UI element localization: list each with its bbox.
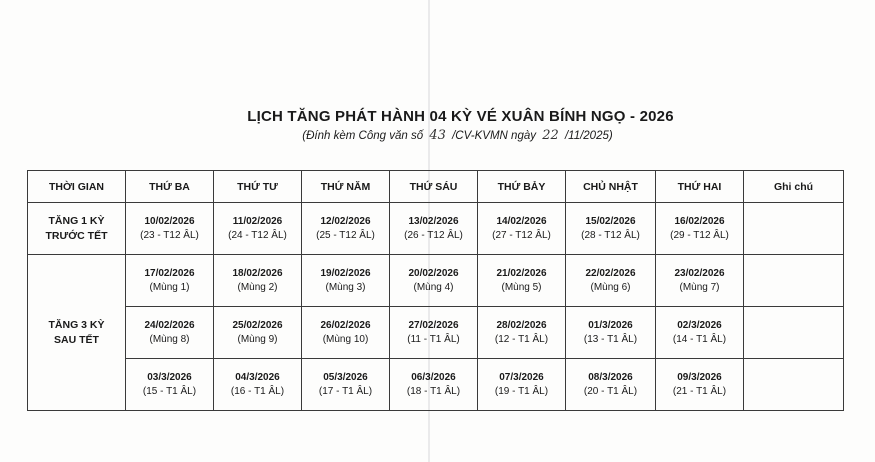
date-cell xyxy=(478,307,566,359)
solar-date: 17/02/2026 xyxy=(144,267,195,279)
solar-date: 09/3/2026 xyxy=(677,371,722,383)
solar-date: 14/02/2026 xyxy=(496,215,547,227)
lunar-date: (Mùng 9) xyxy=(237,333,278,345)
solar-date: 13/02/2026 xyxy=(408,215,459,227)
lunar-date: (29 - T12 ÂL) xyxy=(670,229,729,241)
column-header: THỨ TƯ xyxy=(214,171,302,203)
solar-date: 08/3/2026 xyxy=(588,371,633,383)
column-header: THỜI GIAN xyxy=(28,171,126,203)
date-cell xyxy=(390,359,478,411)
solar-date: 15/02/2026 xyxy=(585,215,636,227)
table-header-row xyxy=(28,171,844,203)
document-title: LỊCH TĂNG PHÁT HÀNH 04 KỲ VÉ XUÂN BÍNH NGỌ - 2026 xyxy=(247,108,674,125)
subtitle-middle: /CV-KVMN ngày xyxy=(452,130,536,142)
lunar-date: (12 - T1 ÂL) xyxy=(494,333,549,345)
date-cell xyxy=(302,255,390,307)
group-label-line: TĂNG 1 KỲ xyxy=(48,214,105,227)
column-header: THỨ SÁU xyxy=(390,171,478,203)
lunar-date: (23 - T12 ÂL) xyxy=(140,229,199,241)
solar-date: 18/02/2026 xyxy=(232,267,283,279)
date-cell xyxy=(566,255,656,307)
solar-date: 20/02/2026 xyxy=(408,267,459,279)
solar-date: 22/02/2026 xyxy=(585,267,636,279)
schedule-table xyxy=(27,170,844,411)
lunar-date: (20 - T1 ÂL) xyxy=(583,385,638,397)
date-cell xyxy=(126,203,214,255)
solar-date: 23/02/2026 xyxy=(674,267,725,279)
solar-date: 19/02/2026 xyxy=(320,267,371,279)
solar-date: 12/02/2026 xyxy=(320,215,371,227)
solar-date: 21/02/2026 xyxy=(496,267,547,279)
solar-date: 07/3/2026 xyxy=(499,371,544,383)
lunar-date: (Mùng 2) xyxy=(237,281,278,293)
solar-date: 04/3/2026 xyxy=(235,371,280,383)
date-cell xyxy=(302,359,390,411)
column-header: CHỦ NHẬT xyxy=(566,171,656,203)
lunar-date: (Mùng 4) xyxy=(413,281,454,293)
date-cell xyxy=(126,359,214,411)
solar-date: 27/02/2026 xyxy=(408,319,459,331)
column-header: THỨ NĂM xyxy=(302,171,390,203)
note-cell xyxy=(744,307,844,359)
lunar-date: (27 - T12 ÂL) xyxy=(492,229,551,241)
date-cell xyxy=(656,307,744,359)
date-cell xyxy=(390,255,478,307)
lunar-date: (14 - T1 ÂL) xyxy=(672,333,727,345)
solar-date: 03/3/2026 xyxy=(147,371,192,383)
lunar-date: (Mùng 8) xyxy=(149,333,190,345)
solar-date: 11/02/2026 xyxy=(232,215,283,227)
date-cell xyxy=(302,307,390,359)
document-header xyxy=(0,108,875,143)
solar-date: 24/02/2026 xyxy=(144,319,195,331)
table-row xyxy=(28,307,844,359)
date-cell xyxy=(478,255,566,307)
solar-date: 01/3/2026 xyxy=(588,319,633,331)
column-header: THỨ BA xyxy=(126,171,214,203)
lunar-date: (26 - T12 ÂL) xyxy=(404,229,463,241)
date-cell xyxy=(656,255,744,307)
date-cell xyxy=(656,359,744,411)
lunar-date: (19 - T1 ÂL) xyxy=(494,385,549,397)
solar-date: 26/02/2026 xyxy=(320,319,371,331)
note-cell xyxy=(744,203,844,255)
solar-date: 16/02/2026 xyxy=(674,215,725,227)
date-cell xyxy=(214,307,302,359)
lunar-date: (21 - T1 ÂL) xyxy=(672,385,727,397)
date-cell xyxy=(566,359,656,411)
solar-date: 25/02/2026 xyxy=(232,319,283,331)
column-header: THỨ BẢY xyxy=(478,171,566,203)
solar-date: 05/3/2026 xyxy=(323,371,368,383)
date-cell xyxy=(126,255,214,307)
lunar-date: (Mùng 5) xyxy=(501,281,542,293)
note-cell xyxy=(744,255,844,307)
date-cell xyxy=(656,203,744,255)
note-cell xyxy=(744,359,844,411)
date-cell xyxy=(390,307,478,359)
lunar-date: (25 - T12 ÂL) xyxy=(316,229,375,241)
lunar-date: (13 - T1 ÂL) xyxy=(583,333,638,345)
row-group-label xyxy=(28,203,126,255)
handwritten-day: 22 xyxy=(542,128,559,143)
table-body xyxy=(28,203,844,411)
solar-date: 06/3/2026 xyxy=(411,371,456,383)
lunar-date: (11 - T1 ÂL) xyxy=(407,333,460,345)
date-cell xyxy=(214,359,302,411)
lunar-date: (15 - T1 ÂL) xyxy=(142,385,197,397)
column-header: Ghi chú xyxy=(744,171,844,203)
lunar-date: (28 - T12 ÂL) xyxy=(581,229,640,241)
subtitle-prefix: (Đính kèm Công văn số xyxy=(302,130,424,142)
date-cell xyxy=(214,255,302,307)
date-cell xyxy=(302,203,390,255)
date-cell xyxy=(566,203,656,255)
date-cell xyxy=(566,307,656,359)
document-subtitle xyxy=(40,128,875,143)
lunar-date: (Mùng 10) xyxy=(322,333,369,345)
group-label-line: SAU TẾT xyxy=(54,333,99,346)
row-group-label xyxy=(28,255,126,411)
handwritten-doc-number: 43 xyxy=(429,128,446,143)
table-row xyxy=(28,359,844,411)
table-row xyxy=(28,255,844,307)
group-label-line: TRƯỚC TẾT xyxy=(45,229,108,242)
date-cell xyxy=(126,307,214,359)
column-header: THỨ HAI xyxy=(656,171,744,203)
lunar-date: (18 - T1 ÂL) xyxy=(406,385,461,397)
lunar-date: (16 - T1 ÂL) xyxy=(230,385,285,397)
solar-date: 28/02/2026 xyxy=(496,319,547,331)
table-row xyxy=(28,203,844,255)
lunar-date: (Mùng 6) xyxy=(590,281,631,293)
date-cell xyxy=(214,203,302,255)
lunar-date: (17 - T1 ÂL) xyxy=(318,385,373,397)
lunar-date: (Mùng 1) xyxy=(149,281,190,293)
subtitle-suffix: /11/2025) xyxy=(564,130,613,142)
lunar-date: (24 - T12 ÂL) xyxy=(228,229,287,241)
date-cell xyxy=(478,203,566,255)
date-cell xyxy=(478,359,566,411)
date-cell xyxy=(390,203,478,255)
solar-date: 10/02/2026 xyxy=(144,215,195,227)
lunar-date: (Mùng 7) xyxy=(679,281,720,293)
lunar-date: (Mùng 3) xyxy=(325,281,366,293)
group-label-line: TĂNG 3 KỲ xyxy=(48,318,105,331)
solar-date: 02/3/2026 xyxy=(677,319,722,331)
